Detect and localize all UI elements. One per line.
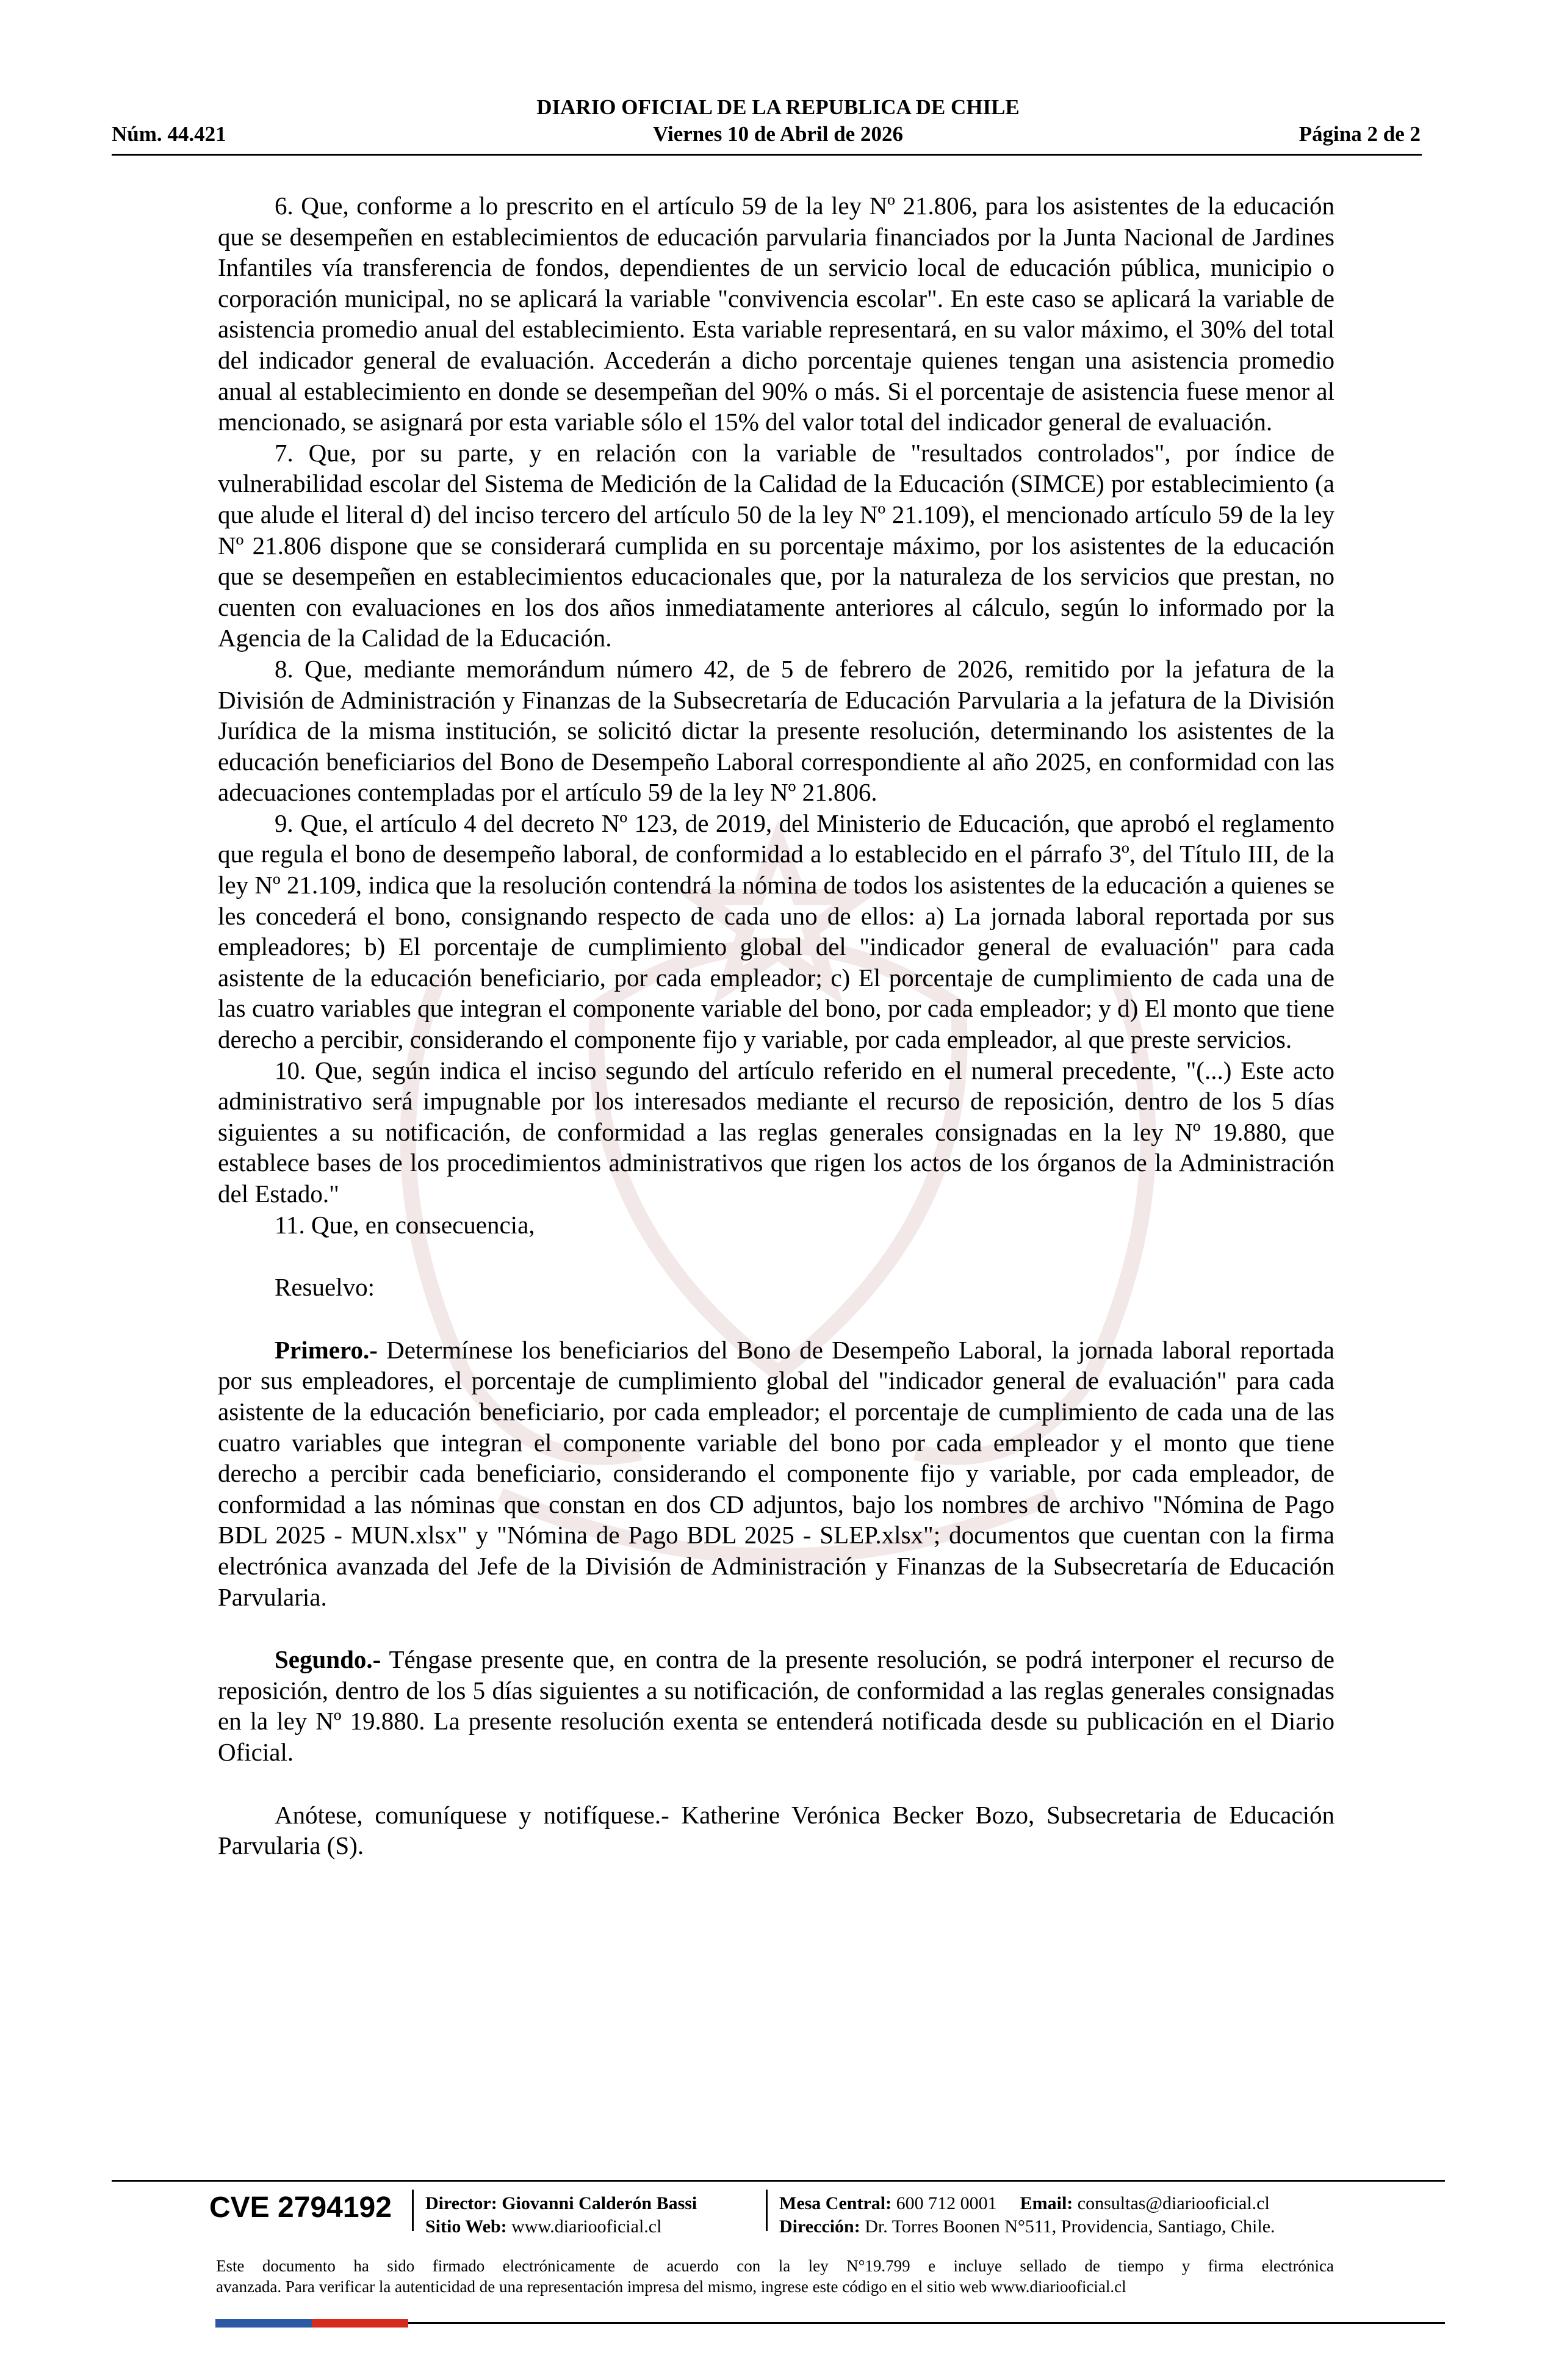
mesa-phone: 600 712 0001 xyxy=(891,2193,997,2213)
footer-director-block xyxy=(425,2192,697,2238)
article-segundo xyxy=(218,1644,1334,1767)
footer-separator xyxy=(766,2190,768,2231)
address-line xyxy=(779,2215,1275,2238)
paragraph-10: 10. Que, según indica el inciso segundo del artículo referido en el numeral precedente, "(...) Este acto administrativo será impugnable por los interesados mediante el recurso de reposición, dentro de los 5 días siguientes a su notificación, de conformidad a las reglas generales consignadas en la ley Nº 19.880, que establece bases de los procedimientos administrativos que rigen los actos de los órganos de la Administración del Estado." xyxy=(218,1056,1334,1208)
paragraph-9: 9. Que, el artículo 4 del decreto Nº 123, de 2019, del Ministerio de Educación, que aprobó el reglamento que regula el bono de desempeño laboral, de conformidad a lo establecido en el párrafo 3º, del Título III, de la ley Nº 21.109, indica que la resolución contendrá la nómina de todos los asistentes de la educación a quienes se les concederá el bono, consignando respecto de cada uno de ellos: a) La jornada laboral reportada por sus empleadores; b) El porcentaje de cumplimiento global del "indicador general de evaluación" para cada asistente de la educación beneficiario, por cada empleador; c) El porcentaje de cumplimiento de cada una de las cuatro variables que integran el componente variable del bono, por cada empleador; y d) El monto que tiene derecho a percibir, considerando el componente fijo y variable, por cada empleador, al que preste servicios. xyxy=(218,809,1334,1054)
footer-divider xyxy=(112,2180,1445,2182)
notice-line-1: Este documento ha sido firmado electrónicamente de acuerdo con la ley N°19.799 e incluye sellado de tiempo y firma electrónica xyxy=(216,2257,1334,2275)
notice-line-2: avanzada. Para verificar la autenticidad de una representación impresa del mismo, ingrese este código en el sitio web www.diariooficial.cl xyxy=(216,2277,1126,2296)
issue-date: Viernes 10 de Abril de 2026 xyxy=(653,122,903,146)
newspaper-title: DIARIO OFICIAL DE LA REPUBLICA DE CHILE xyxy=(536,95,1020,119)
director-line xyxy=(425,2192,697,2215)
paragraph-6: 6. Que, conforme a lo prescrito en el artículo 59 de la ley Nº 21.806, para los asistentes de la educación que se desempeñen en establecimientos de educación parvularia financiados por la Junta Nacional de Jardines Infantiles vía transferencia de fondos, dependientes de un servicio local de educación pública, municipio o corporación municipal, no se aplicará la variable "convivencia escolar". En este caso se aplicará la variable de asistencia promedio anual del establecimiento. Esta variable representará, en su valor máximo, el 30% del total del indicador general de evaluación. Accederán a dicho porcentaje quienes tengan una asistencia promedio anual al establecimiento en donde se desempeñan del 90% o más. Si el porcentaje de asistencia fuese menor al mencionado, se asignará por esta variable sólo el 15% del valor total del indicador general de evaluación. xyxy=(218,192,1334,436)
site-line xyxy=(425,2215,697,2238)
address-text: Dr. Torres Boonen N°511, Providencia, Santiago, Chile. xyxy=(860,2216,1275,2237)
flag-red-segment xyxy=(312,2319,408,2328)
header-divider xyxy=(112,154,1422,156)
paragraph-7: 7. Que, por su parte, y en relación con la variable de "resultados controlados", por índice de vulnerabilidad escolar del Sistema de Medición de la Calidad de la Educación (SIMCE) por establecimiento (a que alude el literal d) del inciso tercero del artículo 50 de la ley Nº 21.109), el mencionado artículo 59 de la ley Nº 21.806 dispone que se considerará cumplida en su porcentaje máximo, por los asistentes de la educación que se desempeñen en establecimientos educacionales que, por la naturaleza de los servicios que prestan, no cuenten con evaluaciones en los dos años inmediatamente anteriores al cálculo, según lo informado por la Agencia de la Calidad de la Educación. xyxy=(218,438,1334,652)
primero-label: Primero.- xyxy=(275,1335,378,1364)
flag-stripe xyxy=(215,2319,408,2328)
primero-text: Determínese los beneficiarios del Bono de Desempeño Laboral, la jornada laboral reportada por sus empleadores, el porcentaje de cumplimiento global del "indicador general de evaluación" para cada asistente de la educación beneficiario, por cada empleador; el porcentaje de cumplimiento de cada una de las cuatro variables que integran el componente variable del bono por cada empleador y el monto que tiene derecho a percibir cada beneficiario, considerando el componente fijo y variable, por cada empleador, de conformidad a las nóminas que constan en dos CD adjuntos, bajo los nombres de archivo "Nómina de Pago BDL 2025 - MUN.xlsx" y "Nómina de Pago BDL 2025 - SLEP.xlsx"; documentos que cuentan con la firma electrónica avanzada del Jefe de la División de Administración y Finanzas de la Subsecretaría de Educación Parvularia. xyxy=(218,1335,1334,1611)
footer-contact-block xyxy=(779,2192,1275,2238)
footer-separator xyxy=(412,2190,414,2231)
site-label: Sitio Web: xyxy=(425,2216,507,2237)
paragraph-8: 8. Que, mediante memorándum número 42, de 5 de febrero de 2026, remitido por la jefatura de la División de Administración y Finanzas de la Subsecretaría de Educación Parvularia a la jefatura de la División Jurídica de la misma institución, se solicitó dictar la presente resolución, determinando los asistentes de la educación beneficiarios del Bono de Desempeño Laboral correspondiente al año 2025, en conformidad con las adecuaciones contempladas por el artículo 59 de la ley Nº 21.806. xyxy=(218,654,1334,807)
cve-code: CVE 2794192 xyxy=(209,2191,392,2224)
issue-number: Núm. 44.421 xyxy=(112,122,226,146)
flag-blue-segment xyxy=(215,2319,312,2328)
document-body xyxy=(218,190,1334,1861)
resuelvo-heading: Resuelvo: xyxy=(275,1273,375,1302)
email-link[interactable]: consultas@diariooficial.cl xyxy=(1073,2193,1270,2213)
segundo-text: Téngase presente que, en contra de la presente resolución, se podrá interponer el recurso de reposición, dentro de los 5 días siguientes a su notificación, de conformidad a las reglas generales consignadas en la ley Nº 19.880. La presente resolución exenta se entenderá notificada desde su publicación en el Diario Oficial. xyxy=(218,1645,1334,1766)
article-primero xyxy=(218,1335,1334,1612)
paragraph-11: 11. Que, en consecuencia, xyxy=(275,1210,535,1239)
contact-line xyxy=(779,2192,1275,2215)
flag-divider xyxy=(408,2322,1445,2324)
closing-signature: Anótese, comuníquese y notifíquese.- Katherine Verónica Becker Bozo, Subsecretaria de Educación Parvularia (S). xyxy=(218,1800,1334,1860)
mesa-label: Mesa Central: xyxy=(779,2193,892,2213)
site-link[interactable]: www.diariooficial.cl xyxy=(506,2216,662,2237)
page-number: Página 2 de 2 xyxy=(1298,122,1421,146)
address-label: Dirección: xyxy=(779,2216,860,2237)
email-label: Email: xyxy=(1020,2193,1073,2213)
segundo-label: Segundo.- xyxy=(275,1645,381,1674)
electronic-signature-notice xyxy=(216,2256,1334,2297)
director-name: Giovanni Calderón Bassi xyxy=(497,2193,697,2213)
director-label: Director: xyxy=(425,2193,497,2213)
